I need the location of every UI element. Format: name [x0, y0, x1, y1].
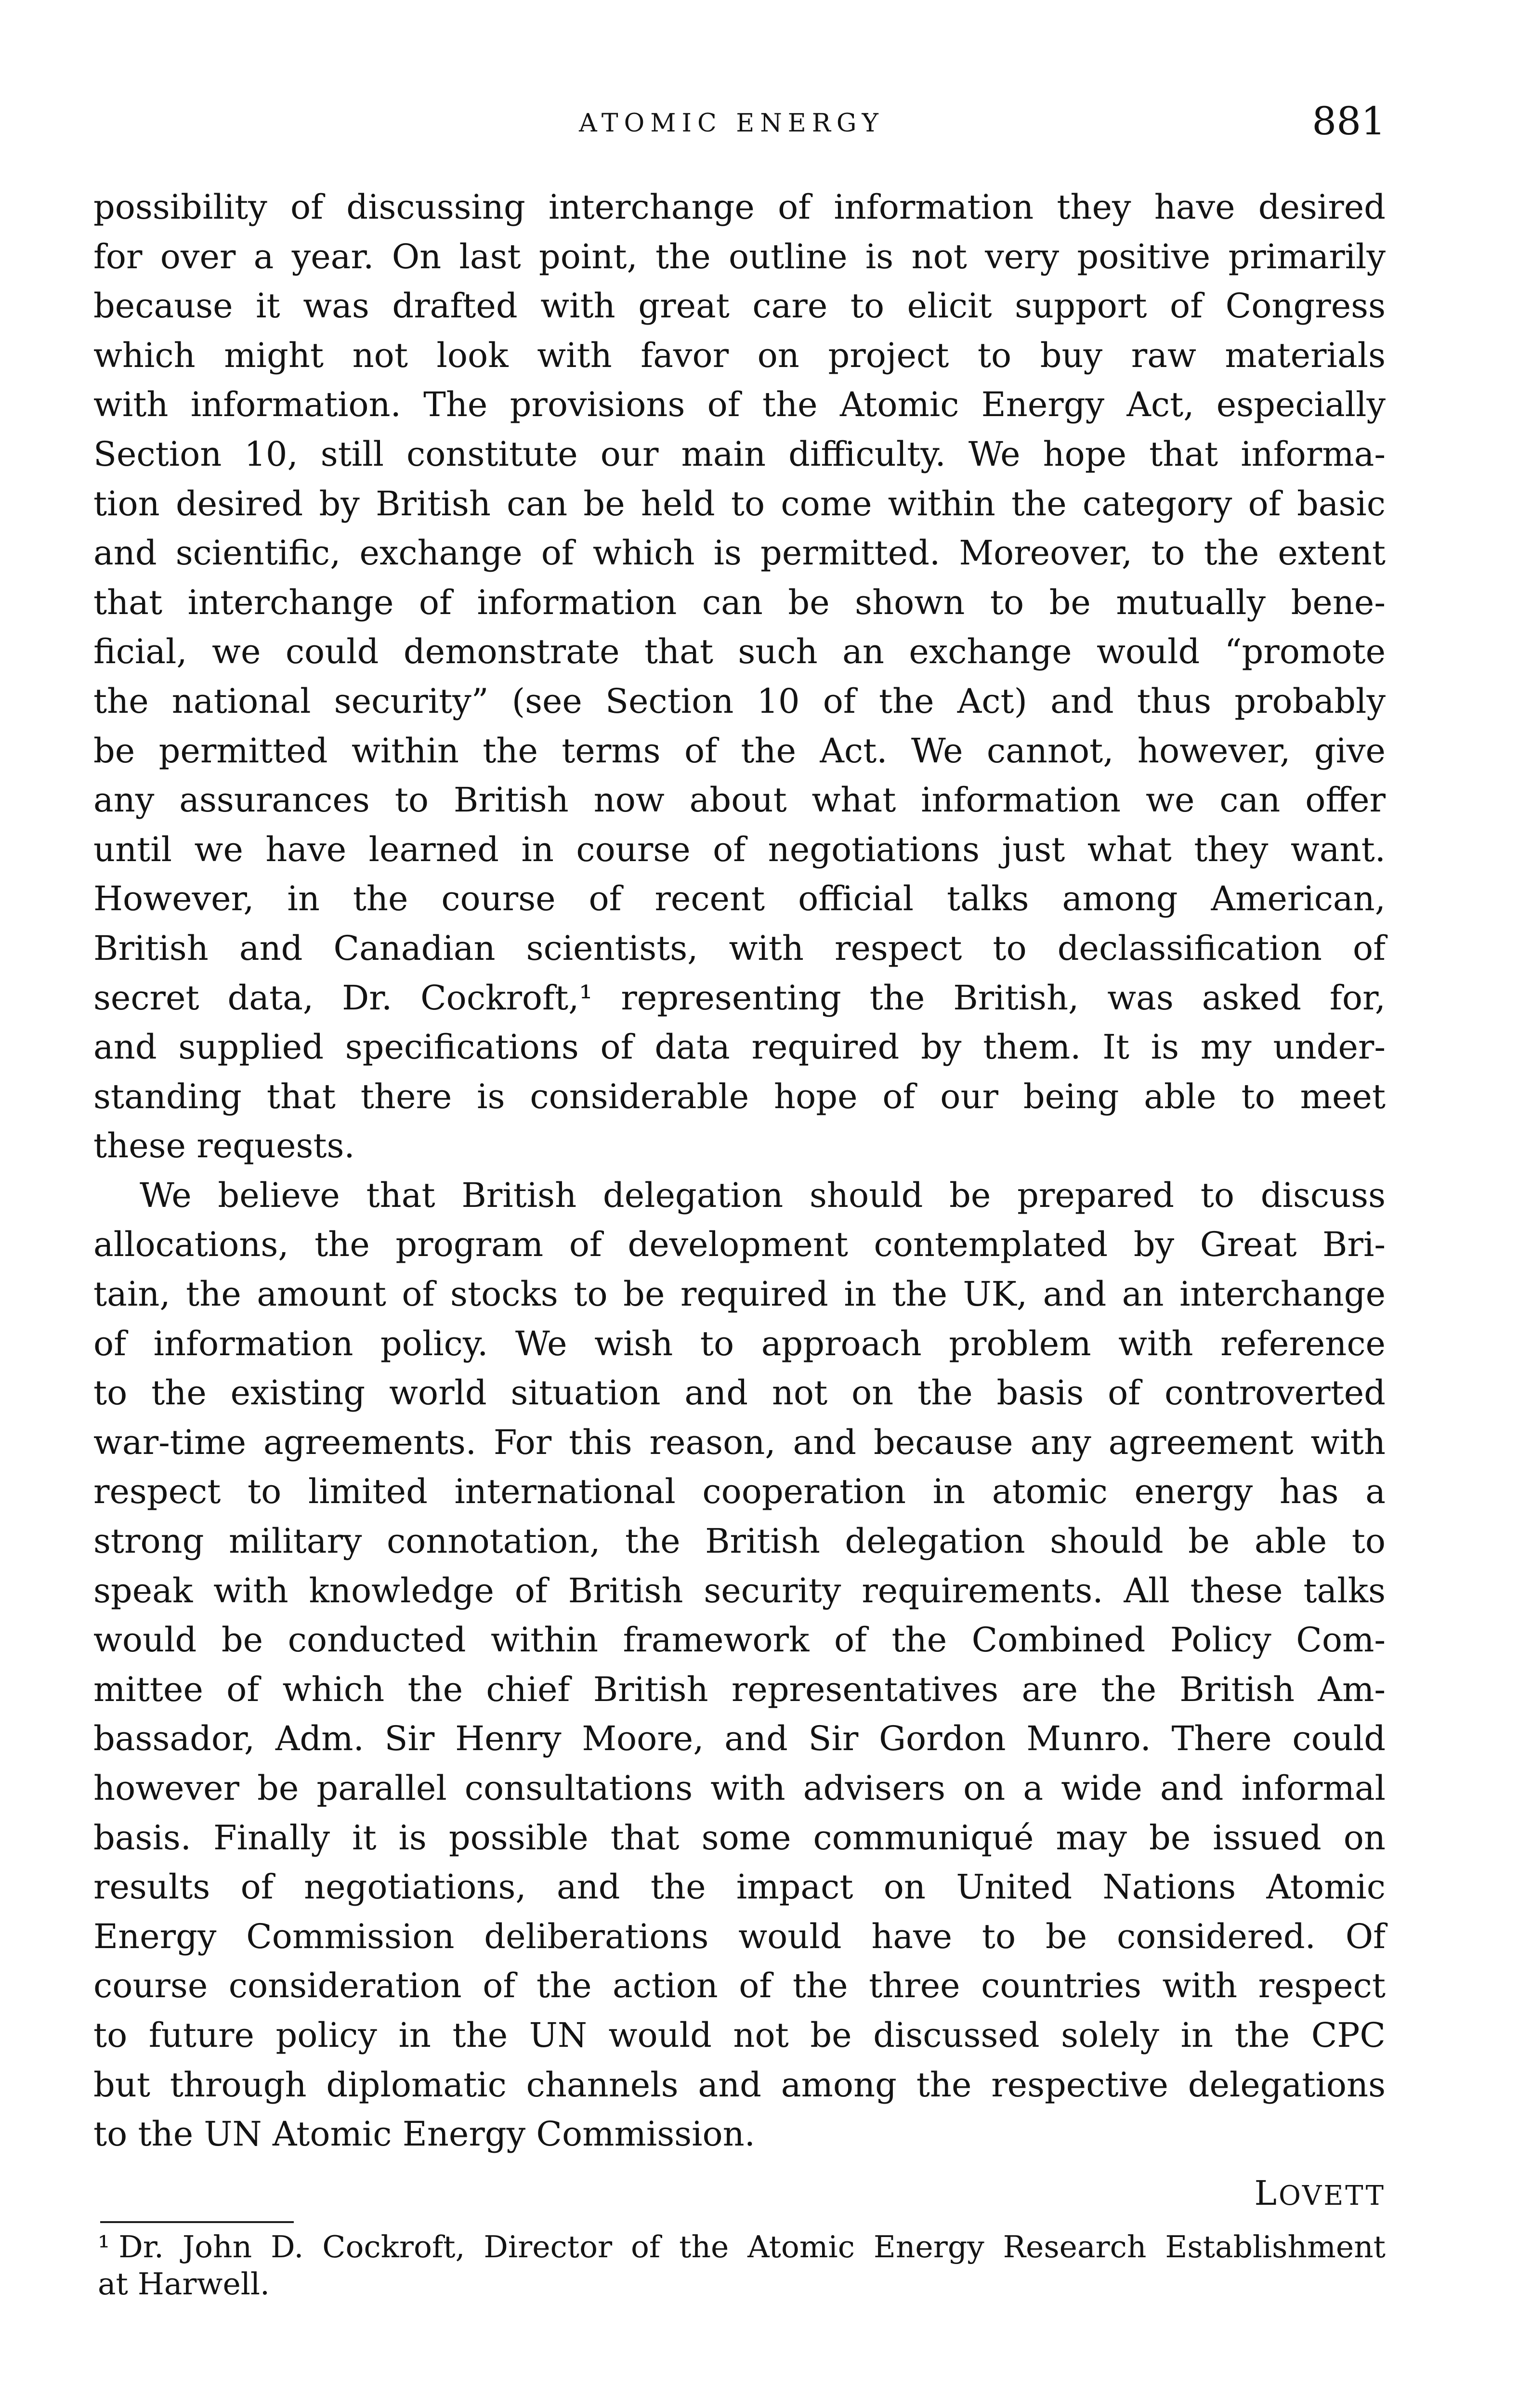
footnote-rule: [100, 2221, 294, 2223]
text-line: but through diplomatic channels and among the respective delegations: [93, 2065, 1386, 2105]
text-line: the national security” (see Section 10 of the Act) and thus probably: [93, 681, 1386, 721]
running-head: ATOMIC ENERGY: [579, 109, 884, 138]
text-line: bassador, Adm. Sir Henry Moore, and Sir Gordon Munro. There could: [93, 1719, 1386, 1759]
text-line: and scientific, exchange of which is permitted. Moreover, to the extent: [93, 533, 1386, 573]
footnote-marker: ¹: [98, 2229, 110, 2264]
text-line: respect to limited international cooperation in atomic energy has a: [93, 1472, 1386, 1512]
text-line: that interchange of information can be shown to be mutually bene-: [93, 582, 1386, 622]
paragraph: [93, 183, 1386, 1171]
text-line: for over a year. On last point, the outline is not very positive primarily: [93, 236, 1386, 276]
text-line: possibility of discussing interchange of information they have desired: [93, 187, 1386, 227]
text-line: mittee of which the chief British representatives are the British Am-: [93, 1669, 1386, 1709]
text-line: war-time agreements. For this reason, and because any agreement with: [93, 1422, 1386, 1462]
text-line: these requests.: [93, 1126, 355, 1166]
text-line: secret data, Dr. Cockroft,¹ representing the British, was asked for,: [93, 978, 1386, 1018]
text-line: be permitted within the terms of the Act. We cannot, however, give: [93, 731, 1386, 771]
text-line: and supplied specifications of data required by them. It is my under-: [93, 1027, 1386, 1067]
footnote-line: at Harwell.: [98, 2266, 270, 2302]
footnote: [98, 2228, 1386, 2303]
text-line: to future policy in the UN would not be discussed solely in the CPC: [93, 2015, 1386, 2055]
text-line: any assurances to British now about what information we can offer: [93, 780, 1386, 820]
text-line: strong military connotation, the British delegation should be able to: [93, 1521, 1386, 1561]
text-line: course consideration of the action of the three countries with respect: [93, 1966, 1386, 2006]
text-line: results of negotiations, and the impact on United Nations Atomic: [93, 1867, 1386, 1907]
text-line: tion desired by British can be held to come within the category of basic: [93, 484, 1386, 523]
text-line: to the UN Atomic Energy Commission.: [93, 2114, 755, 2154]
paragraph: [93, 1171, 1386, 2159]
text-line: however be parallel consultations with advisers on a wide and informal: [93, 1768, 1386, 1808]
signature: LOVETT: [1254, 2173, 1386, 2213]
text-line: allocations, the program of development contemplated by Great Bri-: [93, 1225, 1386, 1265]
body-text: [93, 183, 1386, 2159]
footnote-text: Dr. John D. Cockroft, Director of the Atomic Energy Research Establishment: [118, 2229, 1386, 2264]
text-line: basis. Finally it is possible that some communiqué may be issued on: [93, 1818, 1386, 1858]
text-line: tain, the amount of stocks to be required in the UK, and an interchange: [93, 1274, 1386, 1314]
text-line: until we have learned in course of negotiations just what they want.: [93, 829, 1386, 869]
text-line: ficial, we could demonstrate that such an exchange would “promote: [93, 632, 1386, 672]
text-line: of information policy. We wish to approach problem with reference: [93, 1323, 1386, 1363]
text-line: Energy Commission deliberations would have to be considered. Of: [93, 1916, 1386, 1956]
page-number: 881: [1312, 99, 1386, 144]
text-line: to the existing world situation and not on the basis of controverted: [93, 1373, 1386, 1413]
footnote-line: [98, 2228, 1386, 2265]
text-line: We believe that British delegation should be prepared to discuss: [140, 1175, 1386, 1215]
text-line: Section 10, still constitute our main difficulty. We hope that informa-: [93, 434, 1386, 474]
text-line: British and Canadian scientists, with respect to declassification of: [93, 928, 1386, 968]
text-line: with information. The provisions of the Atomic Energy Act, especially: [93, 385, 1386, 425]
text-line: would be conducted within framework of the Combined Policy Com-: [93, 1620, 1386, 1660]
text-line: standing that there is considerable hope of our being able to meet: [93, 1076, 1386, 1116]
text-line: because it was drafted with great care to elicit support of Congress: [93, 286, 1386, 326]
text-line: However, in the course of recent official talks among American,: [93, 879, 1386, 919]
text-line: speak with knowledge of British security requirements. All these talks: [93, 1570, 1386, 1610]
text-line: which might not look with favor on project to buy raw materials: [93, 335, 1386, 375]
